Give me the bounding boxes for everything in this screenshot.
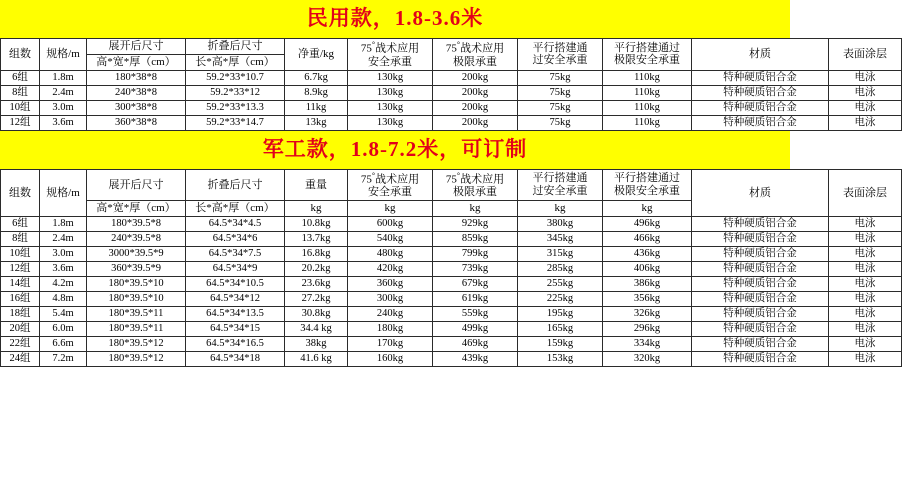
table-row — [1, 276, 902, 291]
cell-spec: 7.2m — [40, 352, 87, 367]
cell-group-count: 16组 — [1, 292, 40, 307]
cell-tactical-safe-load: 420kg — [348, 261, 433, 276]
cell-coating: 电泳 — [829, 246, 902, 261]
cell-parallel-safe-load: 153kg — [518, 352, 603, 367]
cell-tactical-limit-load: 200kg — [433, 100, 518, 115]
cell-expanded-size: 360*39.5*9 — [87, 261, 186, 276]
cell-tactical-safe-load: 130kg — [348, 115, 433, 130]
header-tactical-limit-load — [433, 39, 518, 70]
cell-expanded-size: 180*39.5*12 — [87, 337, 186, 352]
cell-parallel-limit-load: 110kg — [603, 70, 692, 85]
cell-tactical-limit-load: 799kg — [433, 246, 518, 261]
cell-expanded-size: 240*39.5*8 — [87, 231, 186, 246]
cell-weight: 30.8kg — [285, 307, 348, 322]
cell-parallel-limit-load: 110kg — [603, 85, 692, 100]
cell-weight: 6.7kg — [285, 70, 348, 85]
cell-folded-size: 64.5*34*12 — [186, 292, 285, 307]
header-tactical-safe-load-units-2: kg — [348, 201, 433, 217]
table-row — [1, 216, 902, 231]
cell-tactical-limit-load: 439kg — [433, 352, 518, 367]
cell-tactical-safe-load: 130kg — [348, 70, 433, 85]
cell-expanded-size: 360*38*8 — [87, 115, 186, 130]
cell-material: 特种硬质铝合金 — [692, 246, 829, 261]
cell-tactical-safe-load: 360kg — [348, 276, 433, 291]
cell-tactical-limit-load: 559kg — [433, 307, 518, 322]
cell-parallel-limit-load: 356kg — [603, 292, 692, 307]
header-material: 材质 — [692, 39, 829, 70]
header-parallel-safe-load — [518, 39, 603, 70]
cell-weight: 13kg — [285, 115, 348, 130]
cell-folded-size: 64.5*34*6 — [186, 231, 285, 246]
cell-group-count: 20组 — [1, 322, 40, 337]
header-expanded-size-units: 高*宽*厚（cm） — [87, 54, 186, 70]
cell-folded-size: 64.5*34*9 — [186, 261, 285, 276]
cell-parallel-limit-load: 466kg — [603, 231, 692, 246]
cell-spec: 6.0m — [40, 322, 87, 337]
cell-weight: 10.8kg — [285, 216, 348, 231]
cell-group-count: 8组 — [1, 231, 40, 246]
header-folded-size-2: 折叠后尺寸 — [186, 170, 285, 201]
cell-folded-size: 64.5*34*10.5 — [186, 276, 285, 291]
header-expanded-size: 展开后尺寸 — [87, 39, 186, 55]
cell-group-count: 10组 — [1, 246, 40, 261]
cell-group-count: 8组 — [1, 85, 40, 100]
cell-expanded-size: 3000*39.5*9 — [87, 246, 186, 261]
cell-coating: 电泳 — [829, 276, 902, 291]
cell-folded-size: 64.5*34*7.5 — [186, 246, 285, 261]
cell-tactical-limit-load: 200kg — [433, 115, 518, 130]
section2-table — [0, 169, 902, 367]
section2-banner: 军工款，1.8-7.2米，可订制 — [0, 131, 790, 169]
cell-parallel-safe-load: 159kg — [518, 337, 603, 352]
cell-parallel-safe-load: 165kg — [518, 322, 603, 337]
cell-coating: 电泳 — [829, 70, 902, 85]
cell-folded-size: 64.5*34*16.5 — [186, 337, 285, 352]
cell-spec: 3.6m — [40, 115, 87, 130]
cell-tactical-safe-load: 540kg — [348, 231, 433, 246]
header-parallel-safe-load-line1: 平行搭建通 — [532, 41, 588, 54]
cell-weight: 27.2kg — [285, 292, 348, 307]
cell-coating: 电泳 — [829, 100, 902, 115]
header-tactical-limit-load-line2: 极限承重 — [453, 55, 497, 68]
section2-table-body — [1, 216, 902, 367]
cell-material: 特种硬质铝合金 — [692, 337, 829, 352]
cell-parallel-limit-load: 436kg — [603, 246, 692, 261]
cell-folded-size: 59.2*33*13.3 — [186, 100, 285, 115]
header-folded-size: 折叠后尺寸 — [186, 39, 285, 55]
cell-expanded-size: 180*39.5*12 — [87, 352, 186, 367]
cell-tactical-safe-load: 130kg — [348, 100, 433, 115]
cell-material: 特种硬质铝合金 — [692, 216, 829, 231]
cell-coating: 电泳 — [829, 292, 902, 307]
section1-table — [0, 38, 902, 131]
cell-group-count: 12组 — [1, 115, 40, 130]
header-folded-size-units: 长*高*厚（cm） — [186, 54, 285, 70]
table-row — [1, 70, 902, 85]
cell-tactical-limit-load: 619kg — [433, 292, 518, 307]
cell-folded-size: 59.2*33*10.7 — [186, 70, 285, 85]
cell-parallel-safe-load: 195kg — [518, 307, 603, 322]
cell-spec: 2.4m — [40, 231, 87, 246]
cell-weight: 34.4 kg — [285, 322, 348, 337]
cell-spec: 3.0m — [40, 100, 87, 115]
header-tactical-safe-load-2-line1: 75°战术应用 — [360, 171, 420, 186]
header-coating-2: 表面涂层 — [829, 170, 902, 217]
header-weight-2: 重量 — [285, 170, 348, 201]
cell-spec: 3.6m — [40, 261, 87, 276]
cell-weight: 20.2kg — [285, 261, 348, 276]
cell-group-count: 6组 — [1, 70, 40, 85]
cell-expanded-size: 300*38*8 — [87, 100, 186, 115]
cell-weight: 38kg — [285, 337, 348, 352]
cell-parallel-safe-load: 75kg — [518, 100, 603, 115]
header-spec: 规格/m — [40, 39, 87, 70]
cell-material: 特种硬质铝合金 — [692, 276, 829, 291]
cell-material: 特种硬质铝合金 — [692, 307, 829, 322]
cell-tactical-limit-load: 499kg — [433, 322, 518, 337]
section2-table-head — [1, 170, 902, 217]
table-row — [1, 246, 902, 261]
cell-group-count: 14组 — [1, 276, 40, 291]
header-parallel-limit-load — [603, 39, 692, 70]
cell-spec: 2.4m — [40, 85, 87, 100]
header-parallel-safe-load-2 — [518, 170, 603, 201]
cell-tactical-limit-load: 929kg — [433, 216, 518, 231]
cell-tactical-safe-load: 180kg — [348, 322, 433, 337]
header-tactical-safe-load-line2: 安全承重 — [368, 55, 412, 68]
header-tactical-limit-load-2 — [433, 170, 518, 201]
header-parallel-limit-load-2-line1: 平行搭建通过 — [614, 172, 680, 185]
cell-folded-size: 64.5*34*15 — [186, 322, 285, 337]
table-row — [1, 100, 902, 115]
header-tactical-limit-load-units-2: kg — [433, 201, 518, 217]
cell-parallel-limit-load: 326kg — [603, 307, 692, 322]
table-row — [1, 261, 902, 276]
cell-coating: 电泳 — [829, 216, 902, 231]
cell-material: 特种硬质铝合金 — [692, 100, 829, 115]
cell-material: 特种硬质铝合金 — [692, 115, 829, 130]
header-tactical-safe-load-line1: 75°战术应用 — [360, 40, 420, 56]
cell-weight: 8.9kg — [285, 85, 348, 100]
header-parallel-safe-load-2-line1: 平行搭建通 — [532, 172, 588, 185]
cell-coating: 电泳 — [829, 322, 902, 337]
cell-material: 特种硬质铝合金 — [692, 70, 829, 85]
cell-weight: 13.7kg — [285, 231, 348, 246]
cell-coating: 电泳 — [829, 337, 902, 352]
cell-parallel-limit-load: 406kg — [603, 261, 692, 276]
cell-parallel-safe-load: 75kg — [518, 85, 603, 100]
table-row — [1, 352, 902, 367]
header-parallel-limit-load-2-line2: 极限安全承重 — [614, 185, 680, 198]
header-parallel-limit-load-line2: 极限安全承重 — [614, 54, 680, 67]
cell-folded-size: 64.5*34*4.5 — [186, 216, 285, 231]
cell-expanded-size: 180*39.5*11 — [87, 322, 186, 337]
cell-tactical-limit-load: 200kg — [433, 70, 518, 85]
cell-folded-size: 64.5*34*18 — [186, 352, 285, 367]
cell-parallel-limit-load: 320kg — [603, 352, 692, 367]
cell-folded-size: 64.5*34*13.5 — [186, 307, 285, 322]
cell-material: 特种硬质铝合金 — [692, 352, 829, 367]
cell-spec: 4.8m — [40, 292, 87, 307]
cell-tactical-safe-load: 160kg — [348, 352, 433, 367]
cell-tactical-limit-load: 200kg — [433, 85, 518, 100]
cell-parallel-safe-load: 345kg — [518, 231, 603, 246]
cell-coating: 电泳 — [829, 85, 902, 100]
cell-material: 特种硬质铝合金 — [692, 231, 829, 246]
cell-folded-size: 59.2*33*14.7 — [186, 115, 285, 130]
table-row — [1, 231, 902, 246]
cell-parallel-safe-load: 380kg — [518, 216, 603, 231]
table-row — [1, 85, 902, 100]
cell-parallel-safe-load: 75kg — [518, 70, 603, 85]
table-row — [1, 322, 902, 337]
section1-table-body — [1, 70, 902, 130]
cell-parallel-limit-load: 110kg — [603, 100, 692, 115]
table-row — [1, 307, 902, 322]
cell-tactical-safe-load: 170kg — [348, 337, 433, 352]
cell-parallel-safe-load: 255kg — [518, 276, 603, 291]
cell-folded-size: 59.2*33*12 — [186, 85, 285, 100]
cell-tactical-limit-load: 679kg — [433, 276, 518, 291]
cell-parallel-safe-load: 285kg — [518, 261, 603, 276]
cell-parallel-limit-load: 334kg — [603, 337, 692, 352]
header-expanded-size-units-2: 高*宽*厚（cm） — [87, 201, 186, 217]
header-expanded-size-2: 展开后尺寸 — [87, 170, 186, 201]
cell-tactical-safe-load: 240kg — [348, 307, 433, 322]
table-row — [1, 115, 902, 130]
cell-spec: 5.4m — [40, 307, 87, 322]
cell-parallel-limit-load: 386kg — [603, 276, 692, 291]
cell-material: 特种硬质铝合金 — [692, 261, 829, 276]
cell-material: 特种硬质铝合金 — [692, 292, 829, 307]
cell-tactical-limit-load: 469kg — [433, 337, 518, 352]
cell-tactical-limit-load: 739kg — [433, 261, 518, 276]
cell-tactical-safe-load: 600kg — [348, 216, 433, 231]
cell-parallel-limit-load: 110kg — [603, 115, 692, 130]
cell-spec: 4.2m — [40, 276, 87, 291]
cell-expanded-size: 180*39.5*10 — [87, 276, 186, 291]
table-row — [1, 292, 902, 307]
cell-parallel-limit-load: 496kg — [603, 216, 692, 231]
cell-tactical-safe-load: 480kg — [348, 246, 433, 261]
section1-banner: 民用款，1.8-3.6米 — [0, 0, 790, 38]
header-parallel-safe-load-line2: 过安全承重 — [532, 54, 588, 67]
header-parallel-limit-load-line1: 平行搭建通过 — [614, 41, 680, 54]
table-row — [1, 337, 902, 352]
header-tactical-limit-load-2-line1: 75°战术应用 — [445, 171, 505, 186]
cell-group-count: 18组 — [1, 307, 40, 322]
header-parallel-limit-load-units-2: kg — [603, 201, 692, 217]
cell-weight: 41.6 kg — [285, 352, 348, 367]
header-row-main — [1, 39, 902, 55]
cell-group-count: 12组 — [1, 261, 40, 276]
header-spec-2: 规格/m — [40, 170, 87, 217]
cell-parallel-safe-load: 315kg — [518, 246, 603, 261]
cell-coating: 电泳 — [829, 307, 902, 322]
cell-coating: 电泳 — [829, 352, 902, 367]
cell-coating: 电泳 — [829, 231, 902, 246]
cell-material: 特种硬质铝合金 — [692, 85, 829, 100]
cell-expanded-size: 180*38*8 — [87, 70, 186, 85]
cell-coating: 电泳 — [829, 115, 902, 130]
cell-material: 特种硬质铝合金 — [692, 322, 829, 337]
header-tactical-safe-load — [348, 39, 433, 70]
cell-spec: 6.6m — [40, 337, 87, 352]
cell-expanded-size: 180*39.5*11 — [87, 307, 186, 322]
header-folded-size-units-2: 长*高*厚（cm） — [186, 201, 285, 217]
cell-parallel-limit-load: 296kg — [603, 322, 692, 337]
cell-expanded-size: 240*38*8 — [87, 85, 186, 100]
cell-expanded-size: 180*39.5*8 — [87, 216, 186, 231]
cell-spec: 1.8m — [40, 216, 87, 231]
header-tactical-limit-load-line1: 75°战术应用 — [445, 40, 505, 56]
header-tactical-safe-load-2 — [348, 170, 433, 201]
cell-weight: 16.8kg — [285, 246, 348, 261]
header-tactical-safe-load-2-line2: 安全承重 — [368, 186, 412, 199]
header-weight-units-2: kg — [285, 201, 348, 217]
header-tactical-limit-load-2-line2: 极限承重 — [453, 186, 497, 199]
cell-group-count: 24组 — [1, 352, 40, 367]
header-net-weight: 净重/kg — [285, 39, 348, 70]
cell-group-count: 6组 — [1, 216, 40, 231]
cell-spec: 1.8m — [40, 70, 87, 85]
cell-weight: 11kg — [285, 100, 348, 115]
cell-expanded-size: 180*39.5*10 — [87, 292, 186, 307]
cell-parallel-safe-load: 225kg — [518, 292, 603, 307]
header-material-2: 材质 — [692, 170, 829, 217]
cell-tactical-limit-load: 859kg — [433, 231, 518, 246]
header-parallel-safe-load-units-2: kg — [518, 201, 603, 217]
header-parallel-limit-load-2 — [603, 170, 692, 201]
cell-tactical-safe-load: 300kg — [348, 292, 433, 307]
cell-spec: 3.0m — [40, 246, 87, 261]
cell-parallel-safe-load: 75kg — [518, 115, 603, 130]
header-coating: 表面涂层 — [829, 39, 902, 70]
cell-weight: 23.6kg — [285, 276, 348, 291]
cell-coating: 电泳 — [829, 261, 902, 276]
cell-group-count: 10组 — [1, 100, 40, 115]
section1-table-head — [1, 39, 902, 70]
header-parallel-safe-load-2-line2: 过安全承重 — [532, 185, 588, 198]
header-group-count-2: 组数 — [1, 170, 40, 217]
cell-group-count: 22组 — [1, 337, 40, 352]
header-group-count: 组数 — [1, 39, 40, 70]
cell-tactical-safe-load: 130kg — [348, 85, 433, 100]
